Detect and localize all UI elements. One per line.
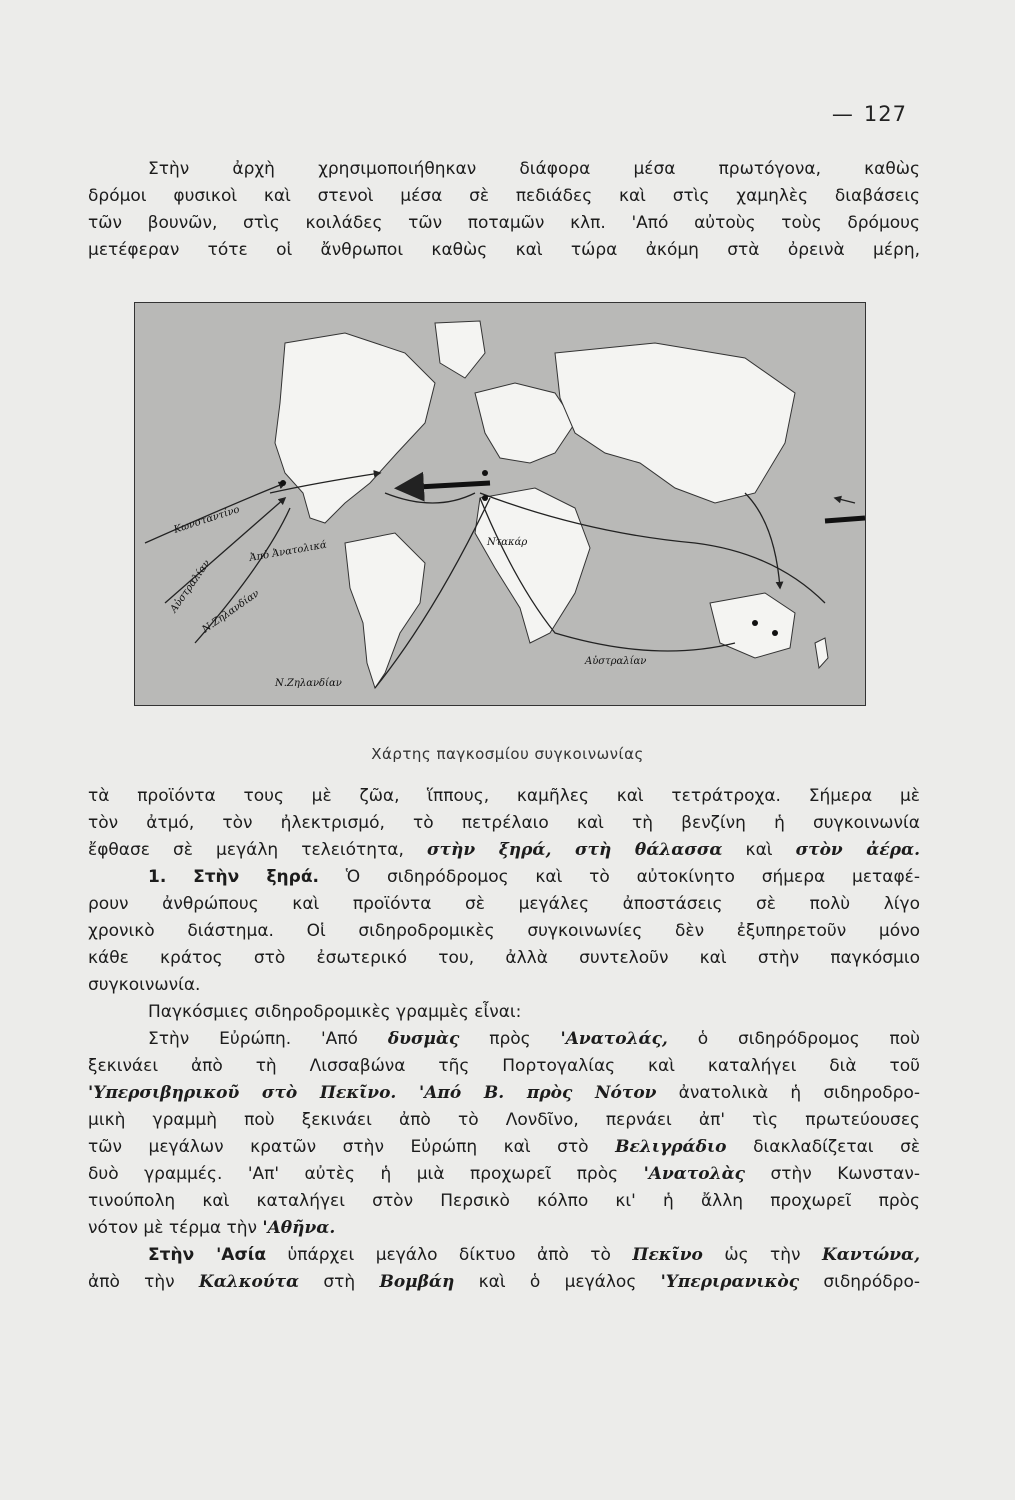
intro-paragraph (88, 156, 920, 264)
map-label-australia: Αὐστραλίαν (585, 656, 647, 667)
text-line: τὸν ἀτμό, τὸν ἠλεκτρισμό, τὸ πετρέλαιο καὶ τὴ βενζίνη ἡ συγκοινωνία (88, 813, 920, 833)
map-label-new-zealand-bottom: Ν.Ζηλανδίαν (275, 678, 342, 689)
section-heading-land: Στὴν ξηρά. (193, 867, 319, 887)
map-label-konstantino: Κωνσταντίνο (172, 504, 242, 536)
body-text (88, 783, 920, 1296)
text-line: τῶν μεγάλων κρατῶν στὴν Εὐρώπη καὶ στὸ Βελιγράδιο διακλαδίζεται σὲ (88, 1137, 920, 1157)
text-line: νότον μὲ τέρμα τὴν 'Αθῆνα. (88, 1218, 336, 1238)
text-line: ρουν ἀνθρώπους καὶ προϊόντα σὲ μεγάλες ἀποστάσεις σὲ πολὺ λίγο (88, 894, 920, 914)
text-line: Παγκόσμιες σιδηροδρομικὲς γραμμὲς εἶναι: (148, 1002, 522, 1022)
page-number: — 127 (831, 102, 907, 126)
text-line: δρόμοι φυσικοὶ καὶ στενοὶ μέσα σὲ πεδιάδες καὶ στὶς χαμηλὲς διαβάσεις (88, 186, 920, 206)
text-line: ἀπὸ τὴν Καλκούτα στὴ Βομβάη καὶ ὁ μεγάλος 'Υπεριρανικὸς σιδηρόδρο- (88, 1272, 920, 1292)
text-line: ξεκινάει ἀπὸ τὴ Λισσαβώνα τῆς Πορτογαλίας καὶ καταλήγει διὰ τοῦ (88, 1056, 920, 1076)
text-line: μετέφεραν τότε οἱ ἄνθρωποι καθὼς καὶ τώρα ἀκόμη στὰ ὀρεινὰ μέρη, (88, 240, 920, 260)
text-line: τινούπολη καὶ καταλήγει στὸν Περσικὸ κόλπο κι' ἡ ἄλλη προχωρεῖ πρὸς (88, 1191, 920, 1211)
text-line: χρονικὸ διάστημα. Οἱ σιδηροδρομικὲς συγκοινωνίες δὲν ἐξυπηρετοῦν μόνο (88, 921, 920, 941)
text-line: δυὸ γραμμές. 'Απ' αὐτὲς ἡ μιὰ προχωρεῖ πρὸς 'Ανατολὰς στὴν Κωνσταν- (88, 1164, 920, 1184)
map-label-new-zealand-left: Ν.Ζηλανδίαν (200, 588, 262, 636)
text-line: Στὴν ἀρχὴ χρησιμοποιήθηκαν διάφορα μέσα πρωτόγονα, καθὼς (148, 159, 920, 179)
world-map-illustration (135, 303, 865, 705)
text-line: 1. Στὴν ξηρά. Ὁ σιδηρόδρομος καὶ τὸ αὐτοκίνητο σήμερα μεταφέ- (148, 867, 920, 887)
text-line: Στὴν Εὐρώπη. 'Από δυσμὰς πρὸς 'Ανατολάς, ὁ σιδηρόδρομος ποὺ (148, 1029, 920, 1049)
world-map-figure (134, 302, 866, 706)
large-arrow-east (825, 518, 865, 521)
map-label-from-east: Ἀπὸ Ἀνατολικά (248, 539, 328, 564)
text-line: ἔφθασε σὲ μεγάλη τελειότητα, στὴν ξηρά, στὴ θάλασσα καὶ στὸν ἀέρα. (88, 840, 920, 860)
text-line: Στὴν 'Ασία ὑπάρχει μεγάλο δίκτυο ἀπὸ τὸ Πεκῖνο ὡς τὴν Καντώνα, (148, 1245, 920, 1265)
text-line: τὰ προϊόντα τους μὲ ζῶα, ἵππους, καμῆλες καὶ τετράτροχα. Σήμερα μὲ (88, 786, 920, 806)
map-label-australia-left: Αὐστραλίαν (168, 558, 213, 615)
text-line: συγκοινωνία. (88, 975, 201, 995)
map-label-ntakar: Ντακάρ (487, 537, 528, 548)
text-line: κάθε κράτος στὸ ἐσωτερικό του, ἀλλὰ συντελοῦν καὶ στὴν παγκόσμιο (88, 948, 920, 968)
text-line: μικὴ γραμμὴ ποὺ ξεκινάει ἀπὸ τὸ Λονδῖνο, περνάει ἀπ' τὶς πρωτεύουσες (88, 1110, 920, 1130)
text-line: τῶν βουνῶν, στὶς κοιλάδες τῶν ποταμῶν κλπ. 'Από αὐτοὺς τοὺς δρόμους (88, 213, 920, 233)
text-line: 'Υπερσιβηρικοῦ στὸ Πεκῖνο. 'Από Β. πρὸς Νότον ἀνατολικὰ ἡ σιδηροδρο- (88, 1083, 920, 1103)
figure-caption: Χάρτης παγκοσμίου συγκοινωνίας (371, 745, 644, 763)
